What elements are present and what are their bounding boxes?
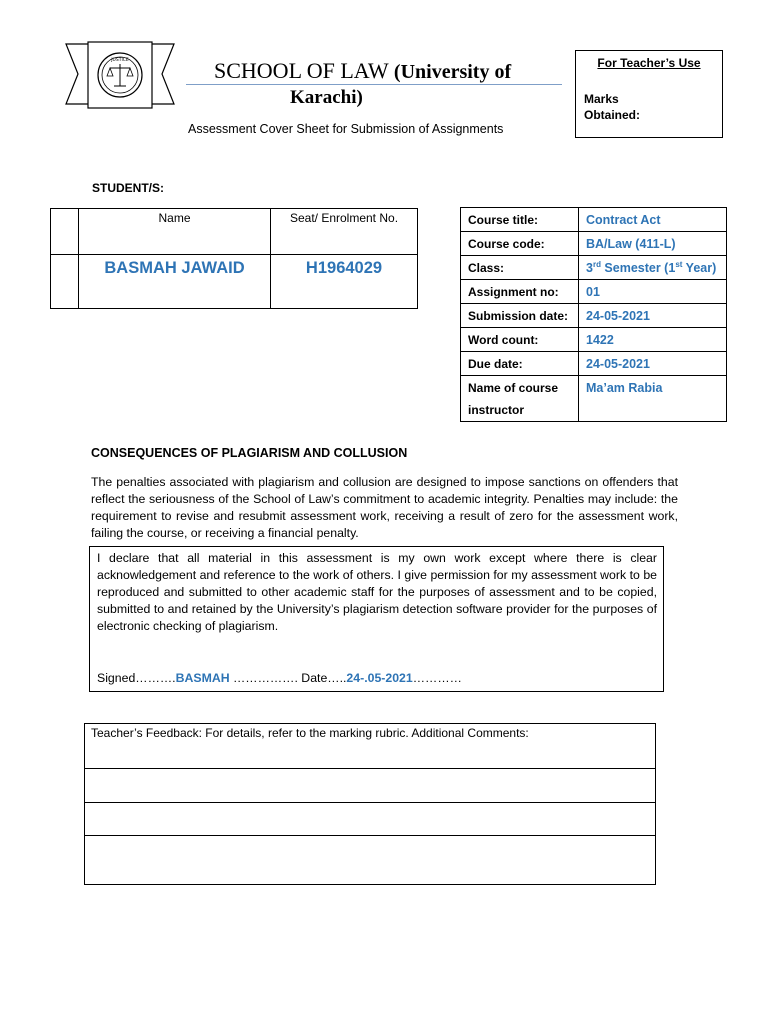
signed-dots: ……………. Date….. xyxy=(229,671,347,685)
signed-name: BASMAH xyxy=(175,671,230,685)
course-code-label: Course code: xyxy=(461,232,579,256)
title-underline xyxy=(186,84,562,85)
table-row xyxy=(51,255,418,309)
student-seat: H1964029 xyxy=(271,255,418,309)
table-row xyxy=(461,280,727,304)
student-table xyxy=(50,208,418,309)
table-row xyxy=(461,352,727,376)
feedback-line[interactable] xyxy=(85,803,656,836)
assignment-no-label: Assignment no: xyxy=(461,280,579,304)
row-index-cell xyxy=(51,255,79,309)
table-row xyxy=(461,376,727,422)
signed-label: Signed………. xyxy=(97,671,176,685)
table-row xyxy=(461,232,727,256)
table-row xyxy=(85,836,656,885)
feedback-label: Teacher’s Feedback: For details, refer to the marking rubric. Additional Comments: xyxy=(85,724,656,769)
consequences-heading: CONSEQUENCES OF PLAGIARISM AND COLLUSION xyxy=(91,446,408,460)
course-info-table xyxy=(460,207,727,422)
student-name: BASMAH JAWAID xyxy=(79,255,271,309)
row-index-cell xyxy=(51,209,79,255)
signature-line xyxy=(97,671,462,685)
feedback-line[interactable] xyxy=(85,836,656,885)
due-date-value: 24-05-2021 xyxy=(579,352,727,376)
word-count-label: Word count: xyxy=(461,328,579,352)
assignment-no-value: 01 xyxy=(579,280,727,304)
due-date-label: Due date: xyxy=(461,352,579,376)
submission-date-value: 24-05-2021 xyxy=(579,304,727,328)
course-code-value: BA/Law (411-L) xyxy=(579,232,727,256)
page-subtitle: Assessment Cover Sheet for Submission of Assignments xyxy=(188,122,504,136)
table-row xyxy=(461,256,727,280)
table-header-row xyxy=(51,209,418,255)
declaration-text: I declare that all material in this assessment is my own work except where there is clear acknowledgement and reference to the work of others. I give permission for my assessment work to be reproduced and submitted to other academic staff for the purposes of assessment and to be copied, submitted to and retained by the University’s plagiarism detection software provider for the purposes of electronic checking of plagiarism. xyxy=(97,551,657,633)
penalty-paragraph: The penalties associated with plagiarism and collusion are designed to impose sanctions on offenders that reflect the seriousness of the School of Law’s commitment to academic integrity. Penalties may include: the requirement to revise and resubmit assessment work, receiving a result of zero for the assessment work, failing the course, or receiving a financial penalty. xyxy=(91,475,678,540)
school-name: SCHOOL OF LAW xyxy=(214,58,389,83)
justice-logo xyxy=(58,38,182,116)
table-row xyxy=(85,769,656,803)
university-name-part2: Karachi) xyxy=(290,87,363,108)
class-value: 3rd Semester (1st Year) xyxy=(579,256,727,280)
teacher-use-title: For Teacher’s Use xyxy=(597,56,701,70)
submission-date-label: Submission date: xyxy=(461,304,579,328)
declaration-box xyxy=(89,546,664,692)
seat-header: Seat/ Enrolment No. xyxy=(271,209,418,255)
feedback-table xyxy=(84,723,656,885)
teacher-use-box xyxy=(575,50,723,138)
name-header: Name xyxy=(79,209,271,255)
feedback-line[interactable] xyxy=(85,769,656,803)
course-title-label: Course title: xyxy=(461,208,579,232)
marks-obtained-label: Marks Obtained: xyxy=(584,92,640,122)
table-row xyxy=(85,724,656,769)
table-row xyxy=(85,803,656,836)
signed-date: 24-.05-2021 xyxy=(346,671,413,685)
course-title-value: Contract Act xyxy=(579,208,727,232)
table-row xyxy=(461,328,727,352)
instructor-value: Ma’am Rabia xyxy=(579,376,727,422)
students-label: STUDENT/S: xyxy=(92,181,164,195)
date-dots: ………… xyxy=(412,671,462,685)
table-row xyxy=(461,208,727,232)
page-title xyxy=(214,58,511,84)
instructor-label: Name of course instructor xyxy=(461,376,579,422)
university-name-part1: (University of xyxy=(393,61,512,83)
table-row xyxy=(461,304,727,328)
class-label: Class: xyxy=(461,256,579,280)
svg-text:JUSTICE: JUSTICE xyxy=(111,58,129,63)
word-count-value: 1422 xyxy=(579,328,727,352)
